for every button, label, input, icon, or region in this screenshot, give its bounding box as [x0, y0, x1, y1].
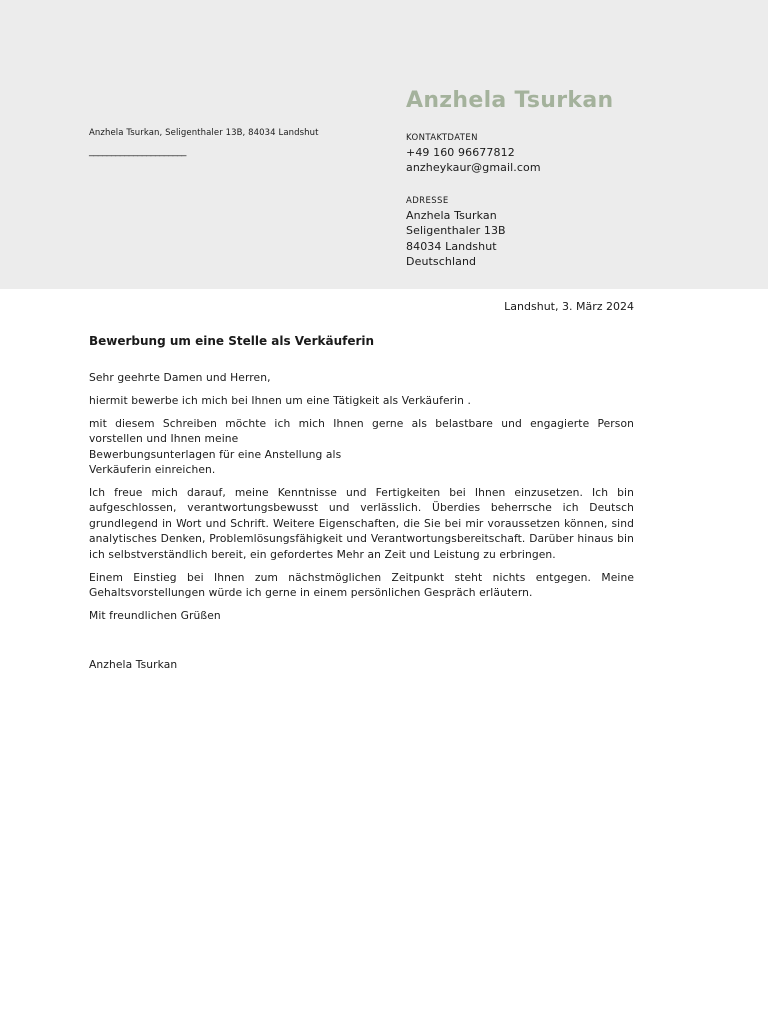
header-band	[0, 0, 768, 289]
sender-rule: ______________________	[89, 146, 186, 157]
sender-address-line: Anzhela Tsurkan, Seligenthaler 13B, 84034 Landshut	[89, 128, 319, 138]
paragraph-1: hiermit bewerbe ich mich bei Ihnen um eine Tätigkeit als Verkäuferin .	[89, 394, 472, 407]
letter-subject: Bewerbung um eine Stelle als Verkäuferin	[89, 334, 375, 348]
paragraph-2-line-3: Verkäuferin einreichen.	[89, 463, 216, 477]
closing: Mit freundlichen Grüßen	[89, 609, 221, 622]
letter-date: Landshut, 3. März 2024	[504, 300, 634, 313]
paragraph-2-line-2: Bewerbungsunterlagen für eine Anstellung als	[89, 447, 342, 461]
paragraph-3: Ich freue mich darauf, meine Kenntnisse und Fertigkeiten bei Ihnen einzusetzen. Ich bin aufgeschlossen, verantwortungsbewusst und verlässlich. Überdies beherrsche ich Deutsch grundlegend in Wort und Schrift. Weitere Eigenschaften, die Sie bei mir voraussetzen können, sind analytisches Denken, Problemlösungsfähigkeit und Verantwortungsbereitschaft. Darüber hinaus bin ich selbstverständlich bereit, ein gefordertes Mehr an Zeit und Leistung zu erbringen.	[89, 486, 634, 561]
address-line-4: Deutschland	[406, 255, 477, 268]
address-line-3: 84034 Landshut	[406, 240, 497, 253]
contact-email: anzheykaur@gmail.com	[406, 161, 541, 174]
paragraph-2	[89, 416, 634, 478]
salutation: Sehr geehrte Damen und Herren,	[89, 371, 271, 384]
address-line-1: Anzhela Tsurkan	[406, 209, 497, 222]
applicant-name: Anzhela Tsurkan	[406, 88, 614, 113]
signature: Anzhela Tsurkan	[89, 658, 178, 671]
paragraph-2-line-1: mit diesem Schreiben möchte ich mich Ihnen gerne als belastbare und engagierte Person vorstellen und Ihnen meine	[89, 417, 634, 446]
address-line-2: Seligenthaler 13B	[406, 224, 506, 237]
contact-label: KONTAKTDATEN	[406, 133, 478, 143]
address-label: ADRESSE	[406, 196, 449, 206]
contact-phone: +49 160 96677812	[406, 146, 515, 159]
paragraph-4: Einem Einstieg bei Ihnen zum nächstmöglichen Zeitpunkt steht nichts entgegen. Meine Gehaltsvorstellungen würde ich gerne in einem persönlichen Gespräch erläutern.	[89, 571, 634, 600]
